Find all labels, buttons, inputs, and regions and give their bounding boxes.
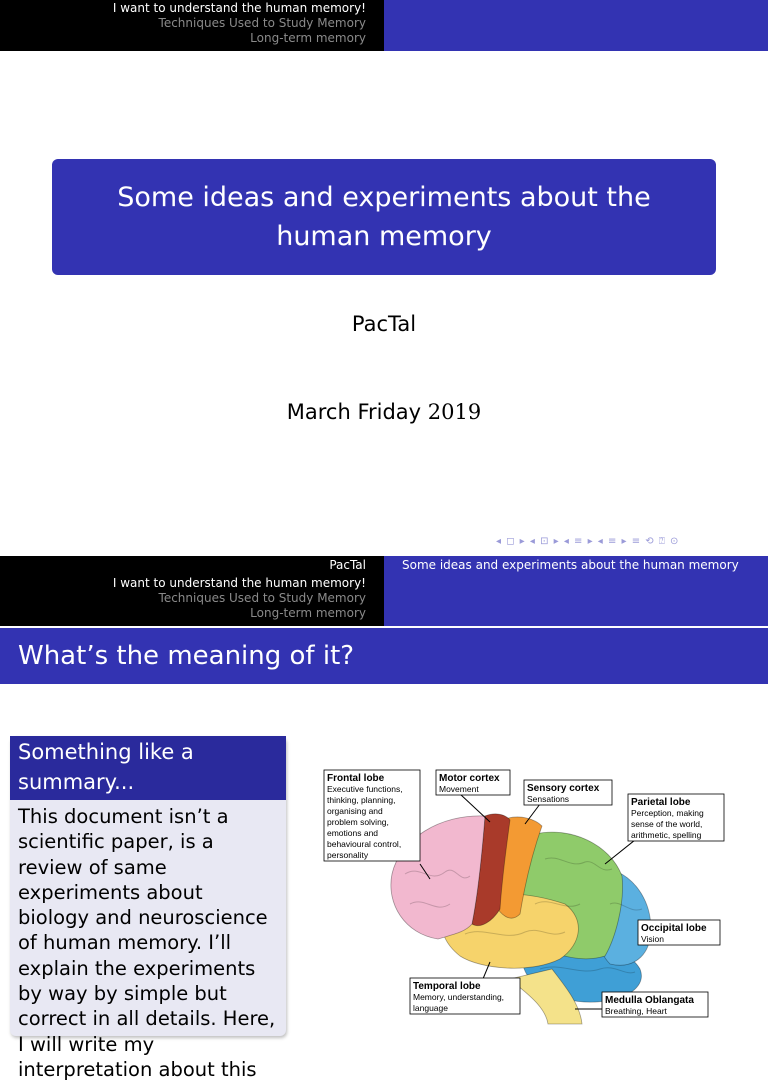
slide2-headline-right — [384, 556, 768, 626]
brain-label-desc: thinking, planning, — [327, 795, 396, 805]
brain-label-desc: problem solving, — [327, 817, 389, 827]
brain-label-desc: Vision — [641, 934, 664, 944]
slide1-headline-right — [384, 0, 768, 51]
brain-label-name: Occipital lobe — [641, 923, 707, 934]
author: PacTal — [351, 312, 417, 336]
headline-section-2[interactable]: Techniques Used to Study Memory — [158, 591, 366, 605]
brain-label-desc: language — [413, 1003, 448, 1013]
navigation-symbols[interactable]: ◂ ◻ ▸ ◂ ⊡ ▸ ◂ ≡ ▸ ◂ ≡ ▸ ≡ ⟲ ⍰ ⊙ — [496, 536, 680, 547]
brain-label-name: Parietal lobe — [631, 797, 691, 808]
brain-label-desc: personality — [327, 850, 369, 860]
slide1-headline-sections — [0, 0, 384, 51]
brain-label-parietal-lobe — [628, 794, 724, 841]
date — [0, 400, 768, 424]
brain-label-desc: Executive functions, — [327, 784, 403, 794]
headline-section-1[interactable]: I want to understand the human memory! — [112, 1, 366, 15]
brain-label-motor-cortex — [436, 770, 510, 795]
brain-label-desc: arithmetic, spelling — [631, 830, 702, 840]
brain-label-desc: Perception, making — [631, 808, 704, 818]
headline-author[interactable]: PacTal — [329, 558, 366, 572]
headline-section-1[interactable]: I want to understand the human memory! — [112, 576, 366, 590]
brain-label-desc: Breathing, Heart — [605, 1006, 667, 1016]
brain-label-desc: organising and — [327, 806, 383, 816]
brain-label-name: Sensory cortex — [527, 783, 600, 794]
brain-label-medulla-oblangata — [602, 992, 708, 1017]
brain-label-name: Medulla Oblangata — [605, 995, 694, 1006]
date-year: 2019 — [427, 400, 482, 424]
summary-block-title: Something like a summary... — [10, 736, 286, 800]
brain-diagram — [320, 764, 730, 1024]
brain-label-occipital-lobe — [638, 920, 720, 945]
brain-label-desc: sense of the world, — [631, 819, 703, 829]
brain-label-sensory-cortex — [524, 780, 612, 805]
frame-title: What’s the meaning of it? — [0, 628, 768, 684]
brain-label-desc: Movement — [439, 784, 479, 794]
brain-label-name: Motor cortex — [439, 773, 500, 784]
headline-section-2[interactable]: Techniques Used to Study Memory — [158, 16, 366, 30]
brain-label-name: Temporal lobe — [413, 981, 481, 992]
brain-label-desc: Sensations — [527, 794, 570, 804]
brain-label-temporal-lobe — [410, 978, 520, 1014]
brain-label-frontal-lobe — [324, 770, 420, 861]
headline-section-3[interactable]: Long-term memory — [250, 606, 366, 620]
summary-block — [10, 736, 286, 1081]
slide2-headline-left — [0, 556, 384, 626]
brain-label-desc: Memory, understanding, — [413, 992, 505, 1002]
headline-short-title[interactable]: Some ideas and experiments about the human memory — [402, 558, 739, 572]
brain-label-desc: behavioural control, — [327, 839, 402, 849]
headline-section-3[interactable]: Long-term memory — [250, 31, 366, 45]
brain-label-desc: emotions and — [327, 828, 379, 838]
date-month-day: March Friday — [286, 400, 422, 424]
presentation-title: Some ideas and experiments about the human memory — [117, 182, 651, 252]
brain-label-name: Frontal lobe — [327, 773, 385, 784]
title-block — [52, 159, 716, 275]
summary-block-body: This document isn’t a scientific paper, is a review of same experiments about biology and neuroscience of human memory. I’ll explain the experiments by way by simple but correct in all details. Here, I will write my interpretation about this — [18, 805, 276, 1081]
